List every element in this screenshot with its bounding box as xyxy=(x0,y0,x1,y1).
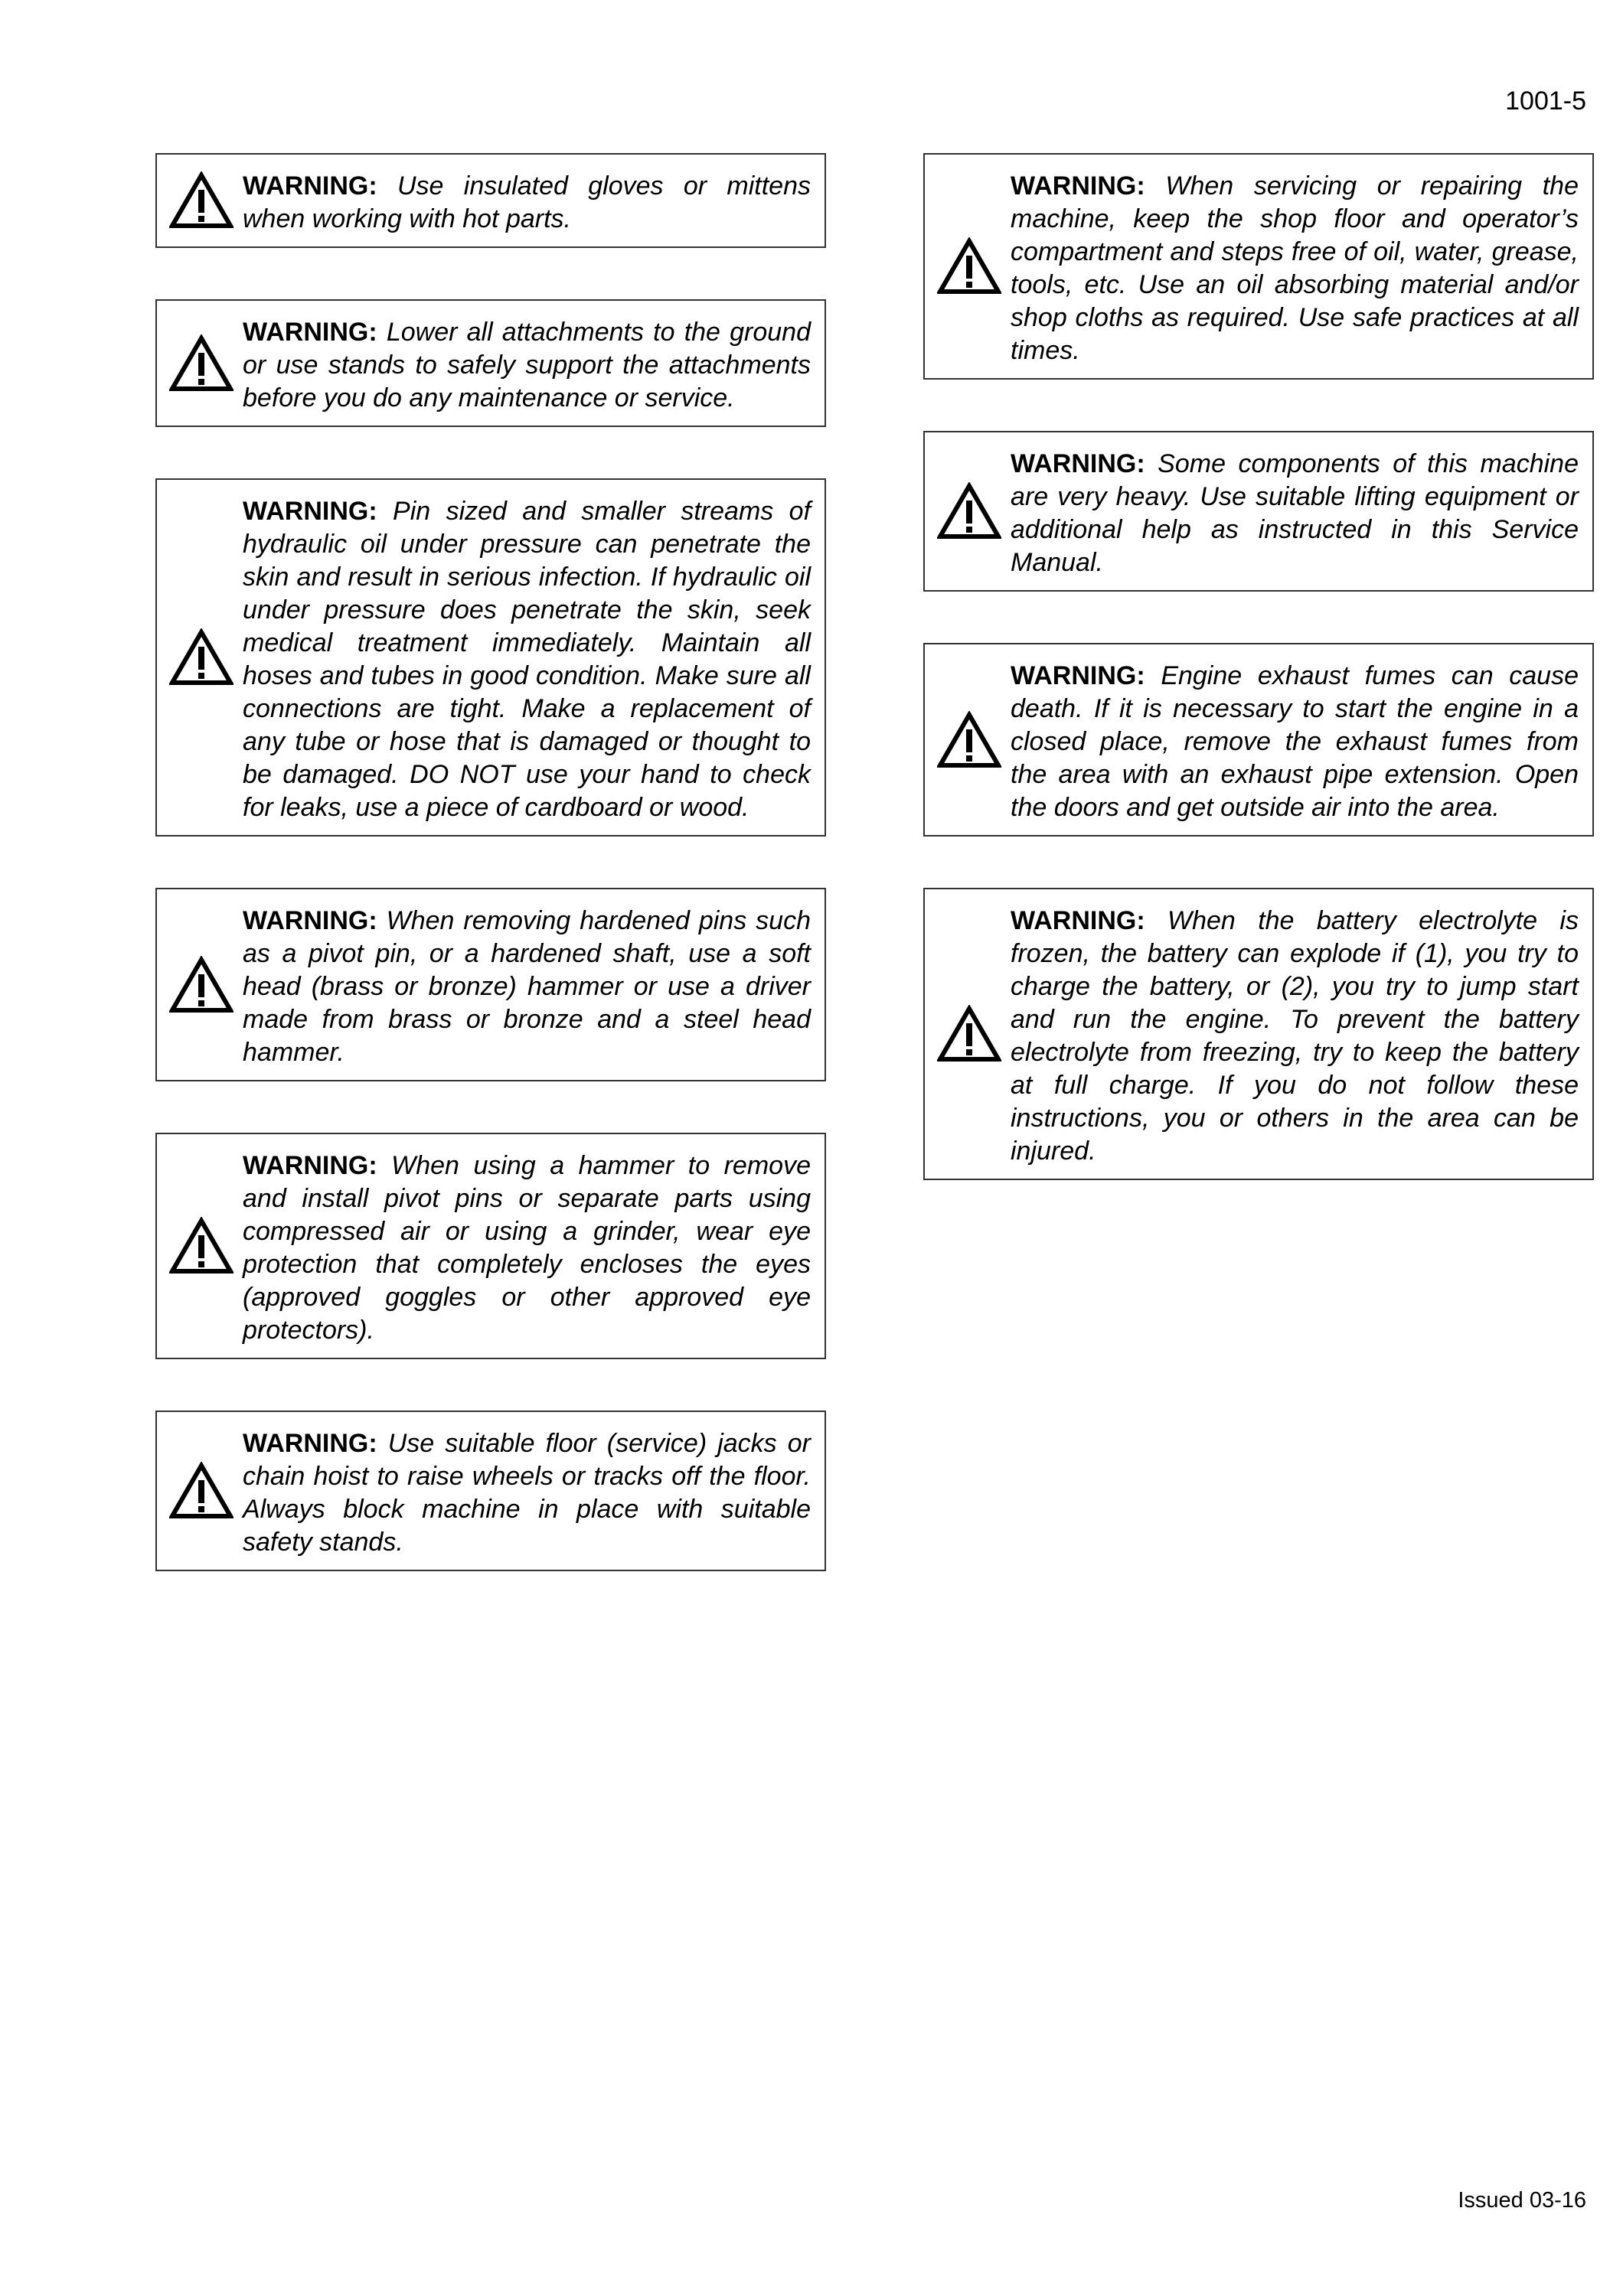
warning-box-lower-attachments xyxy=(155,299,826,427)
warning-triangle-icon xyxy=(169,1462,233,1520)
warning-message: Pin sized and smaller streams of hydraulic oil under pressure can penetrate the skin and result in serious infection. If hydraulic oil under pressure does penetrate the skin, seek medical treatment immediately. Maintain all hoses and tubes in good condition. Make sure all connections are tight. Make a replacement of any tube or hose that is damaged or thought to be damaged. DO NOT use your hand to check for leaks, use a piece of cardboard or wood. xyxy=(243,497,812,822)
warning-message: When the battery electrolyte is frozen, the battery can explode if (1), you try to charge the battery, or (2), you try to jump start and run the engine. To prevent the battery electrolyte from freezing, try to keep the battery at full charge. If you do not follow these instructions, you or others in the area can be injured. xyxy=(1011,906,1579,1166)
warning-triangle-icon xyxy=(169,956,233,1014)
warning-label: WARNING: xyxy=(243,906,377,935)
warning-message: When using a hammer to remove and install pivot pins or separate parts using compressed air or using a grinder, wear eye protection that completely encloses the eyes (approved goggles or other approved eye protectors). xyxy=(243,1151,811,1345)
warning-triangle-icon xyxy=(937,482,1001,540)
warning-text xyxy=(243,495,811,824)
warning-box-exhaust-fumes xyxy=(923,643,1594,837)
warning-label: WARNING: xyxy=(243,171,377,201)
warning-message: Use insulated gloves or mittens when working with hot parts. xyxy=(243,171,811,233)
warning-text xyxy=(243,316,811,415)
warning-box-floor-jacks xyxy=(155,1411,826,1571)
warning-label: WARNING: xyxy=(243,1151,377,1180)
warning-box-hydraulic-oil xyxy=(155,478,826,837)
warning-message: When servicing or repairing the machine, keep the shop floor and operator’s compartment and steps free of oil, water, grease, tools, etc. Use an oil absorbing material and/or shop cloths as required. Use safe practices at all times. xyxy=(1011,171,1579,365)
warning-box-eye-protection xyxy=(155,1133,826,1359)
warning-text xyxy=(243,170,811,236)
warning-box-hot-parts xyxy=(155,153,826,248)
warning-text xyxy=(1011,170,1579,367)
warning-message: Engine exhaust fumes can cause death. If it is necessary to start the engine in a closed place, remove the exhaust fumes from the area with an exhaust pipe extension. Open the doors and get outside air into the area. xyxy=(1011,661,1579,822)
right-warning-column xyxy=(923,153,1594,1231)
warning-text xyxy=(1011,660,1579,824)
warning-box-hardened-pins xyxy=(155,888,826,1081)
warning-text xyxy=(243,905,811,1069)
warning-triangle-icon xyxy=(169,628,233,687)
warning-message: Some components of this machine are very heavy. Use suitable lifting equipment or additional help as instructed in this Service Manual. xyxy=(1011,449,1579,577)
warning-label: WARNING: xyxy=(1011,906,1145,935)
left-warning-column xyxy=(155,153,826,1623)
warning-text xyxy=(1011,448,1579,579)
warning-text xyxy=(1011,905,1579,1168)
page-number: 1001-5 xyxy=(1505,86,1586,116)
warning-label: WARNING: xyxy=(243,318,377,347)
warning-label: WARNING: xyxy=(1011,661,1145,690)
warning-box-battery-electrolyte xyxy=(923,888,1594,1180)
warning-label: WARNING: xyxy=(1011,171,1145,201)
warning-triangle-icon xyxy=(937,1005,1001,1063)
warning-text xyxy=(243,1427,811,1559)
warning-message: Use suitable floor (service) jacks or chain hoist to raise wheels or tracks off the floor. Always block machine in place with suitable safety stands. xyxy=(243,1429,811,1557)
warning-triangle-icon xyxy=(169,171,233,230)
issue-date-footer: Issued 03-16 xyxy=(1458,2188,1586,2213)
warning-label: WARNING: xyxy=(1011,449,1145,478)
warning-message: When removing hardened pins such as a pivot pin, or a hardened shaft, use a soft head (brass or bronze) hammer or use a driver made from brass or bronze and a steel head hammer. xyxy=(243,906,811,1067)
warning-box-heavy-components xyxy=(923,431,1594,592)
warning-label: WARNING: xyxy=(243,497,377,526)
warning-label: WARNING: xyxy=(243,1429,377,1458)
warning-triangle-icon xyxy=(169,334,233,393)
warning-triangle-icon xyxy=(169,1217,233,1275)
warning-triangle-icon xyxy=(937,711,1001,769)
warning-triangle-icon xyxy=(937,237,1001,295)
warning-box-shop-floor xyxy=(923,153,1594,380)
warning-message: Lower all attachments to the ground or use stands to safely support the attachments before you do any maintenance or service. xyxy=(243,318,811,413)
warning-text xyxy=(243,1150,811,1347)
